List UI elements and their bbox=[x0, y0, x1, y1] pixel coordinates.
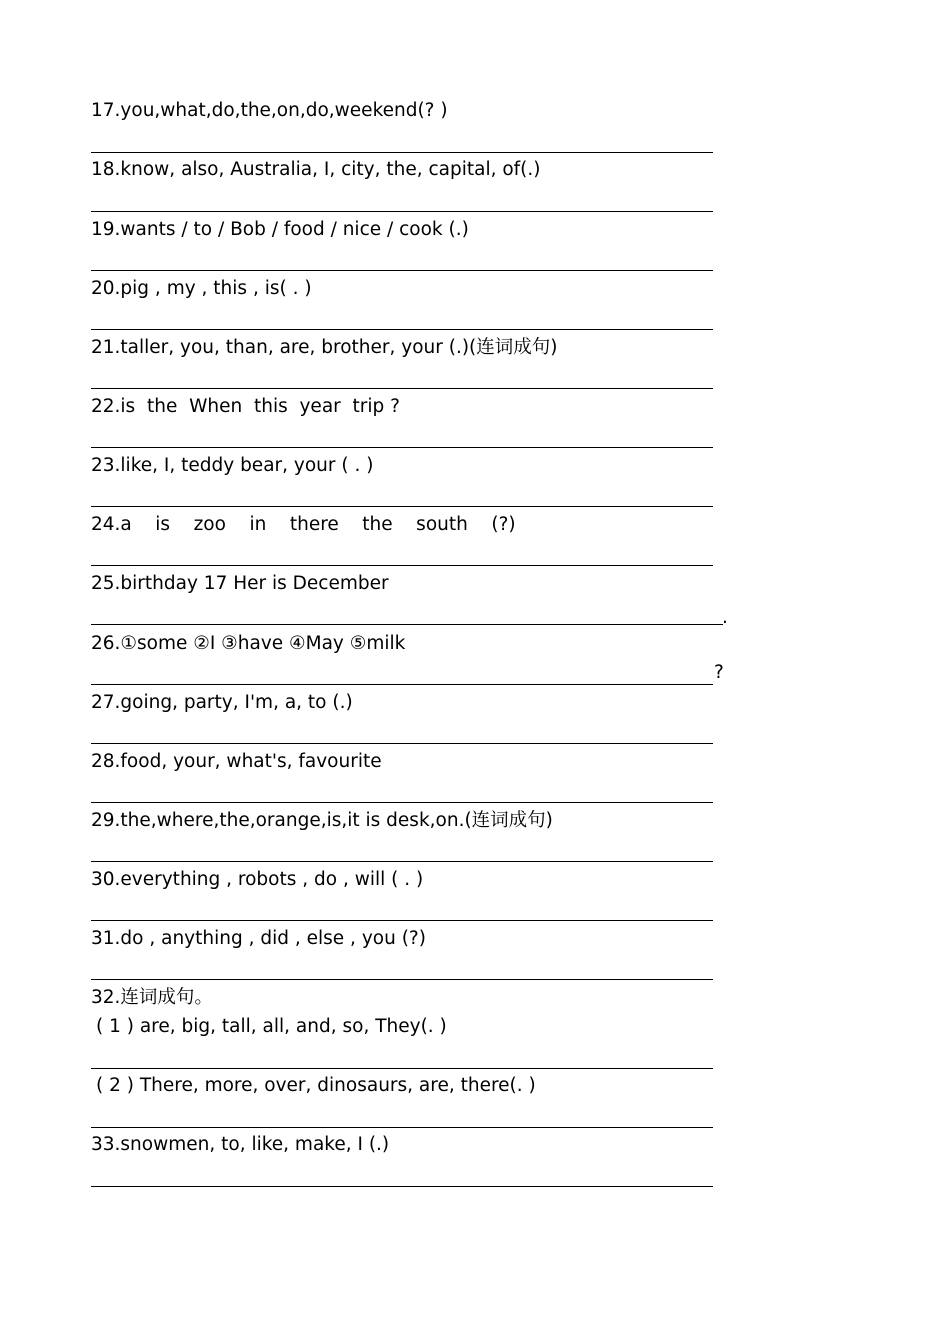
question-19: 19.wants / to / Bob / food / nice / cook (.) bbox=[91, 219, 469, 240]
answer-line-23[interactable] bbox=[91, 506, 713, 507]
answer-suffix-26: ? bbox=[714, 662, 724, 683]
question-29: 29.the,where,the,orange,is,it is desk,on.(连词成句) bbox=[91, 810, 553, 831]
question-18: 18.know, also, Australia, I, city, the, capital, of(.) bbox=[91, 159, 541, 180]
question-26: 26.①some ②I ③have ④May ⑤milk bbox=[91, 633, 406, 654]
question-23: 23.like, I, teddy bear, your ( . ) bbox=[91, 455, 374, 476]
answer-line-26[interactable] bbox=[91, 684, 713, 685]
answer-line-28[interactable] bbox=[91, 802, 713, 803]
question-25: 25.birthday 17 Her is December bbox=[91, 573, 389, 594]
question-31: 31.do , anything , did , else , you (?) bbox=[91, 928, 426, 949]
answer-line-22[interactable] bbox=[91, 447, 713, 448]
question-32-part-1: ( 1 ) are, big, tall, all, and, so, They(. ) bbox=[96, 1016, 447, 1037]
answer-line-32-1[interactable] bbox=[91, 1068, 713, 1069]
answer-line-21[interactable] bbox=[91, 388, 713, 389]
question-30: 30.everything , robots , do , will ( . ) bbox=[91, 869, 424, 890]
answer-line-24[interactable] bbox=[91, 565, 713, 566]
question-22: 22.is the When this year trip ? bbox=[91, 396, 400, 417]
answer-line-20[interactable] bbox=[91, 329, 713, 330]
answer-line-30[interactable] bbox=[91, 920, 713, 921]
answer-line-29[interactable] bbox=[91, 861, 713, 862]
answer-line-33[interactable] bbox=[91, 1186, 713, 1187]
answer-suffix-25: . bbox=[722, 607, 728, 628]
question-27: 27.going, party, I'm, a, to (.) bbox=[91, 692, 353, 713]
question-32: 32.连词成句。 bbox=[91, 987, 213, 1008]
answer-line-27[interactable] bbox=[91, 743, 713, 744]
answer-line-25[interactable] bbox=[91, 624, 723, 625]
question-24: 24.a is zoo in there the south (?) bbox=[91, 514, 516, 535]
answer-line-17[interactable] bbox=[91, 152, 713, 153]
question-20: 20.pig , my , this , is( . ) bbox=[91, 278, 312, 299]
answer-line-18[interactable] bbox=[91, 211, 713, 212]
question-17: 17.you,what,do,the,on,do,weekend(? ) bbox=[91, 100, 448, 121]
answer-line-32-2[interactable] bbox=[91, 1127, 713, 1128]
answer-line-19[interactable] bbox=[91, 270, 713, 271]
question-28: 28.food, your, what's, favourite bbox=[91, 751, 382, 772]
answer-line-31[interactable] bbox=[91, 979, 713, 980]
question-32-part-2: ( 2 ) There, more, over, dinosaurs, are, there(. ) bbox=[96, 1075, 536, 1096]
question-21: 21.taller, you, than, are, brother, your (.)(连词成句) bbox=[91, 337, 558, 358]
question-33: 33.snowmen, to, like, make, I (.) bbox=[91, 1134, 390, 1155]
